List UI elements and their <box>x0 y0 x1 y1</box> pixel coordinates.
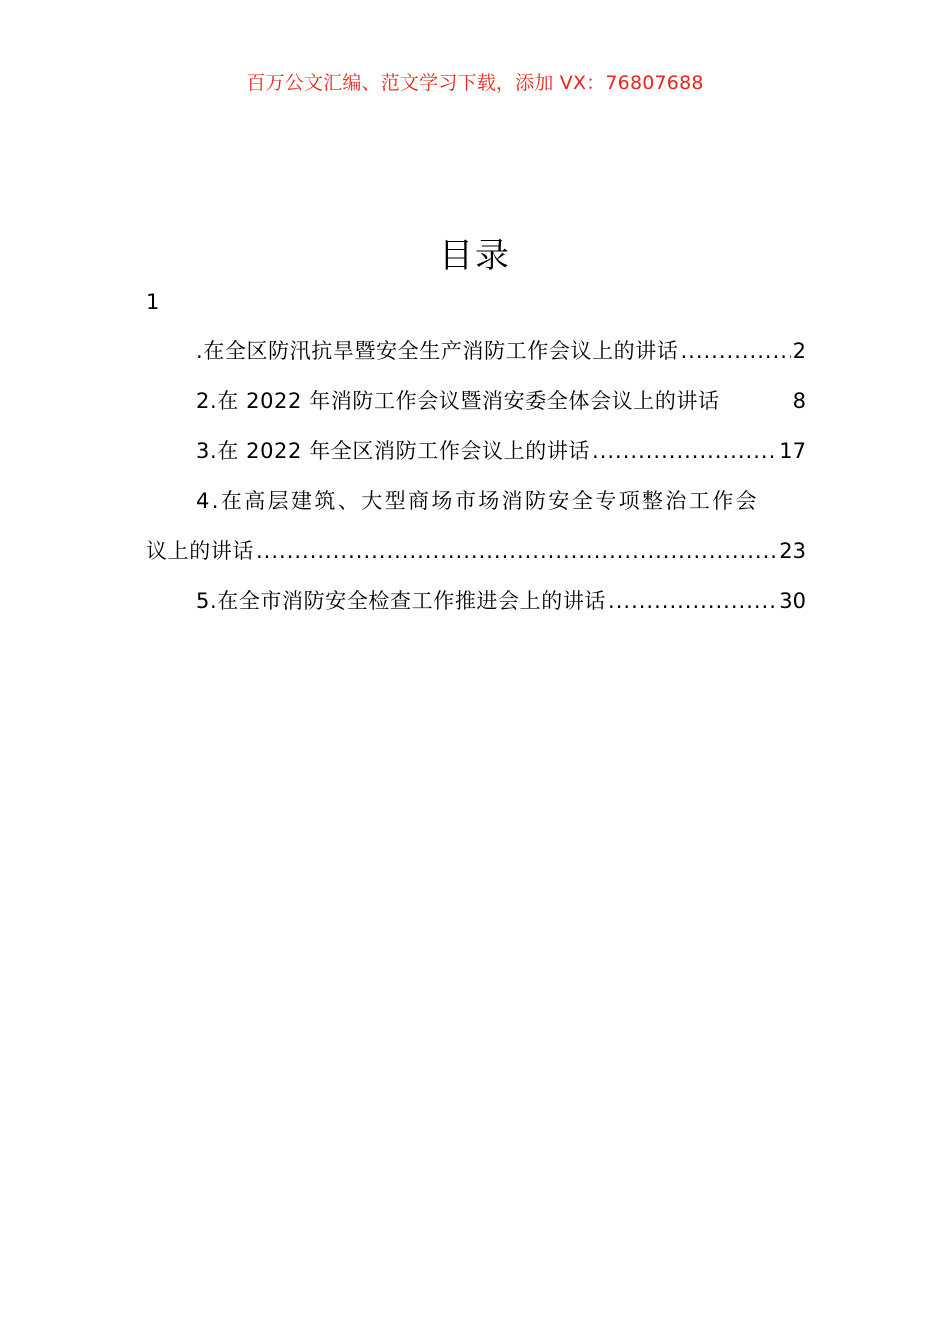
toc-page-number: 23 <box>779 539 806 563</box>
toc-entry-5[interactable] <box>146 586 806 636</box>
page-title: 目录 <box>439 236 511 276</box>
toc-entry-title: .在全区防汛抗旱暨安全生产消防工作会议上的讲话 <box>196 339 679 363</box>
toc-entry-1[interactable] <box>146 336 806 386</box>
toc-leader-dots <box>608 586 777 616</box>
watermark-header: 百万公文汇编、范文学习下载，添加 VX：76807688 <box>246 72 704 94</box>
toc-entry-title: 4.在高层建筑、大型商场市场消防安全专项整治工作会 <box>196 489 760 513</box>
toc-page-number: 8 <box>792 389 806 413</box>
table-of-contents <box>146 336 806 636</box>
toc-leader-dots <box>680 336 790 366</box>
toc-page-number: 2 <box>792 339 806 363</box>
toc-leader-dots <box>592 436 777 466</box>
toc-leader-dots <box>256 536 777 566</box>
toc-entry-title: 3.在 2022 年全区消防工作会议上的讲话 <box>196 439 591 463</box>
toc-entry-title: 2.在 2022 年消防工作会议暨消安委全体会议上的讲话 <box>196 389 720 413</box>
toc-entry-2[interactable] <box>146 386 806 436</box>
toc-page-number: 30 <box>779 589 806 613</box>
toc-entry-3[interactable] <box>146 436 806 486</box>
toc-entry-title: 5.在全市消防安全检查工作推进会上的讲话 <box>196 589 607 613</box>
toc-entry-title-continued: 议上的讲话 <box>146 539 254 563</box>
toc-entry-4-line-2[interactable] <box>146 536 806 586</box>
toc-page-number: 17 <box>779 439 806 463</box>
toc-entry-4-line-1[interactable] <box>146 486 806 536</box>
stray-number: 1 <box>146 290 160 314</box>
